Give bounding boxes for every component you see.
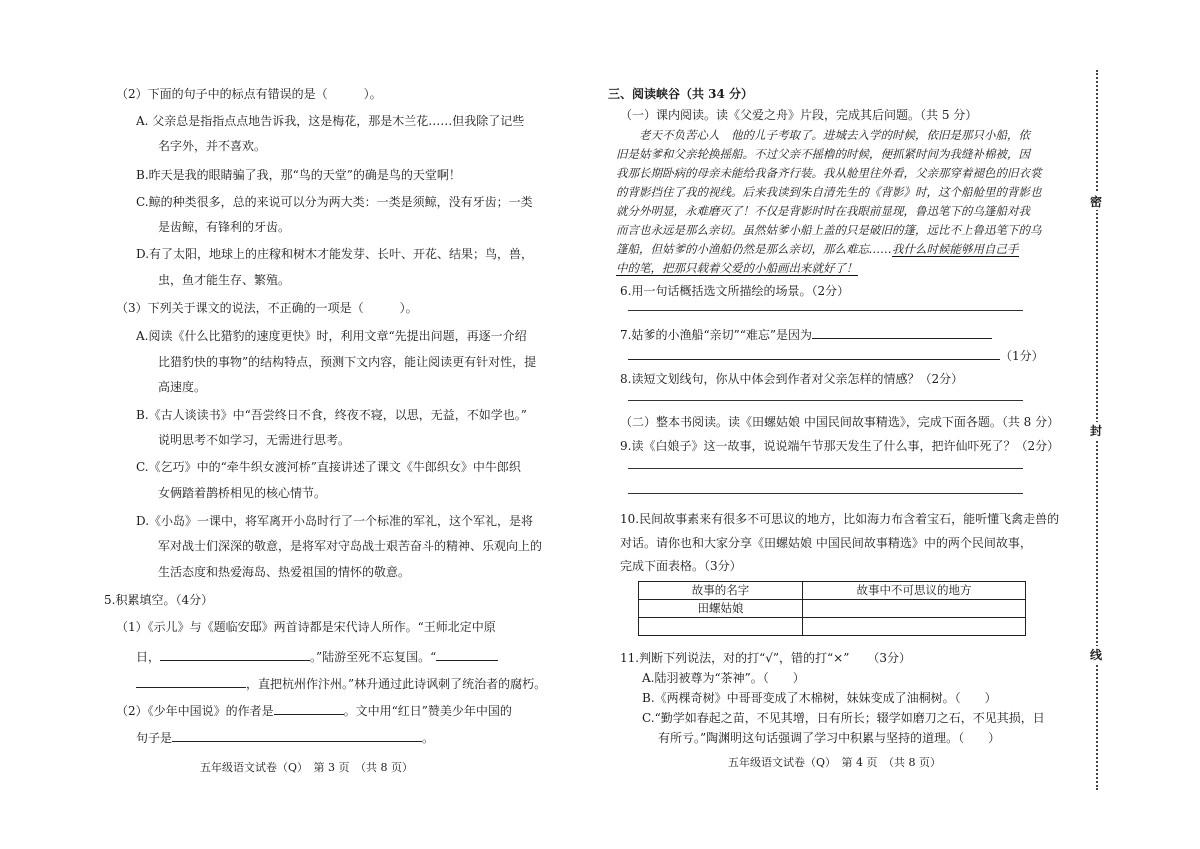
- passage-line-4: 的背影挡住了我的视线。后来我读到朱自清先生的《背影》时，这个船舱里的背影也: [616, 185, 1042, 199]
- q10-line1: 10.民间故事素来有很多不可思议的地方，比如海力布含着宝石，能听懂飞禽走兽的: [620, 512, 1060, 526]
- q5-part1-line1: （1）《示儿》与《题临安邸》两首诗都是宋代诗人所作。“王师北定中原: [116, 620, 496, 634]
- part1-heading: （一）课内阅读。读《父爱之舟》片段，完成其后问题。（共 5 分）: [620, 108, 978, 122]
- q11-b: B.《两棵奇树》中哥哥变成了木棉树，妹妹变成了油桐树。（ ）: [642, 691, 997, 705]
- q2-option-d: D.有了太阳，地球上的庄稼和树木才能发芽、长叶、开花、结果；鸟，兽，: [136, 247, 534, 261]
- passage-line-1: 老天不负苦心人 他的儿子考取了。进城去入学的时候，依旧是那只小船，依: [616, 128, 1030, 142]
- q3-option-d: D.《小岛》一课中，将军离开小岛时行了一个标准的军礼，这个军礼，是将: [136, 514, 534, 528]
- q10-line3: 完成下面表格。（3分）: [620, 559, 742, 573]
- table-header-story-name: 故事的名字: [639, 582, 803, 600]
- q2-option-c-cont: 是齿鲸，有锋利的牙齿。: [158, 220, 291, 234]
- q2-option-a: A. 父亲总是指指点点地告诉我，这是梅花，那是木兰花……但我除了记些: [136, 114, 525, 128]
- q2-option-c: C.鲸的种类很多，总的来说可以分为两大类：一类是须鲸，没有牙齿；一类: [136, 195, 533, 209]
- q2-option-d-cont: 虫，鱼才能生存、繁殖。: [158, 273, 291, 287]
- q11-c-cont: 有所亏。”陶渊明这句话强调了学习中积累与坚持的道理。（ ）: [658, 731, 1001, 745]
- q11: 11.判断下列说法，对的打“√”，错的打“×” （3分）: [620, 651, 911, 665]
- q8-answer-line[interactable]: [628, 400, 1023, 401]
- q5-heading: 5.积累填空。（4分）: [104, 593, 214, 607]
- q3-option-d-cont: 军对战士们深深的敬意，是将军对守岛战士艰苦奋斗的精神、乐观向上的: [158, 539, 543, 553]
- q9-answer-line-2[interactable]: [628, 493, 1023, 494]
- q5-blank-2[interactable]: [436, 649, 498, 661]
- table-row: [639, 618, 1026, 636]
- q8: 8.读短文划线句，你从中体会到作者对父亲怎样的情感？（2分）: [620, 372, 964, 386]
- q5-part2-line1: （2）《少年中国说》的作者是 。文中用“红日”赞美少年中国的: [116, 704, 512, 718]
- table-cell-story[interactable]: [639, 618, 803, 636]
- table-cell-answer[interactable]: [803, 600, 1026, 618]
- story-table: [638, 581, 1026, 636]
- passage-line-6: 而言也永远是那么亲切。虽然姑爹小船上盖的只是破旧的篷，远比不上鲁迅笔下的乌: [616, 223, 1042, 237]
- q6-answer-line[interactable]: [628, 310, 1023, 311]
- q10-line2: 对话。请你也和大家分享《田螺姑娘 中国民间故事精选》中的两个民间故事，: [620, 536, 1032, 550]
- passage-line-2: 旧是姑爹和父亲轮换摇船。不过父亲不摇橹的时候，便抓紧时间为我缝补棉被，因: [616, 147, 1030, 161]
- q5-part1-line2: 日， 。”陆游至死不忘复国。“: [136, 649, 498, 663]
- q11-c: C.“勤学如春起之苗，不见其增，日有所长；辍学如磨刀之石，不见其损，日: [642, 711, 1045, 725]
- q3-option-b-cont: 说明思考不如学习，无需进行思考。: [158, 433, 351, 447]
- passage-line-5: 就分外明显，永难磨灭了！不仅是背影时时在我眼前显现，鲁迅笔下的乌篷船对我: [616, 204, 1030, 218]
- underlined-sentence-end: 中的笔，把那只载着父爱的小船画出来就好了！: [616, 261, 858, 275]
- q5-blank-sentence[interactable]: [172, 730, 422, 742]
- q3-option-a: A.阅读《什么比猎豹的速度更快》时，利用文章“先提出问题，再逐一介绍: [136, 329, 527, 343]
- passage-line-7: 篷船，但姑爹的小渔船仍然是那么亲切，那么难忘……我什么时候能够用自己手: [616, 242, 1019, 256]
- q5-blank-3[interactable]: [136, 676, 246, 688]
- q7-line2: （1分）: [628, 348, 1044, 362]
- section-3-heading: 三、阅读峡谷（共 34 分）: [608, 87, 754, 101]
- table-cell-answer[interactable]: [803, 618, 1026, 636]
- q2-option-a-cont: 名字外，并不喜欢。: [158, 139, 267, 153]
- footer-page-4: 五年级语文试卷（Q） 第 4 页 （共 8 页）: [728, 756, 942, 769]
- q9: 9.读《白娘子》这一故事，说说端午节那天发生了什么事，把许仙吓死了？（2分）: [620, 439, 1060, 453]
- q6: 6.用一句话概括选文所描绘的场景。（2分）: [620, 284, 850, 298]
- q7-blank-2[interactable]: [628, 348, 1000, 360]
- underlined-sentence-start: 我什么时候能够用自己手: [892, 242, 1019, 256]
- q3-option-c: C.《乞巧》中的“牵牛织女渡河桥”直接讲述了课文《牛郎织女》中牛郎织: [136, 460, 521, 474]
- q5-part2-line2: 句子是 。: [136, 731, 435, 745]
- q3-stem: （3）下列关于课文的说法，不正确的一项是（ ）。: [116, 301, 418, 315]
- passage-line-3: 我那长期卧病的母亲未能给我备齐行装。我从舱里往外看，父亲那穿着褪色的旧衣裳: [616, 166, 1042, 180]
- table-header-magic: 故事中不可思议的地方: [803, 582, 1026, 600]
- q3-option-c-cont: 女俩踏着鹊桥相见的核心情节。: [158, 486, 327, 500]
- q5-blank-author[interactable]: [274, 703, 344, 715]
- q3-option-b: B.《古人谈读书》中“吾尝终日不食，终夜不寝，以思，无益，不如学也。”: [136, 408, 527, 422]
- q9-answer-line-1[interactable]: [628, 468, 1023, 469]
- table-row: [639, 600, 1026, 618]
- footer-page-3: 五年级语文试卷（Q） 第 3 页 （共 8 页）: [200, 761, 414, 774]
- q2-stem: （2）下面的句子中的标点有错误的是（ ）。: [116, 87, 382, 101]
- q2-option-b: B.昨天是我的眼睛骗了我，那“鸟的天堂”的确是鸟的天堂啊！: [136, 168, 461, 182]
- part2-heading: （二）整本书阅读。读《田螺姑娘 中国民间故事精选》，完成下面各题。（共 8 分）: [620, 415, 1060, 429]
- q3-option-a-cont: 比猎豹快的事物”的结构特点，预测下文内容，能让阅读更有针对性，提: [158, 355, 537, 369]
- q5-part1-line3: ，直把杭州作汴州。”林升通过此诗讽刺了统治者的腐朽。: [136, 676, 546, 690]
- binding-char-mi: 密: [1085, 193, 1107, 210]
- binding-char-feng: 封: [1085, 422, 1107, 439]
- q5-blank-1[interactable]: [160, 649, 310, 661]
- binding-char-xian: 线: [1085, 646, 1107, 663]
- q3-option-d-cont2: 生活态度和热爱海岛、热爱祖国的情怀的敬意。: [158, 565, 411, 579]
- table-cell-story: 田螺姑娘: [639, 600, 803, 618]
- q11-a: A.陆羽被尊为“茶神”。（ ）: [642, 671, 805, 685]
- passage-line-8: [616, 263, 858, 275]
- q7-blank-1[interactable]: [812, 327, 992, 339]
- q7: 7.姑爹的小渔船“亲切”“难忘”是因为: [620, 327, 992, 341]
- q3-option-a-cont2: 高速度。: [158, 380, 207, 394]
